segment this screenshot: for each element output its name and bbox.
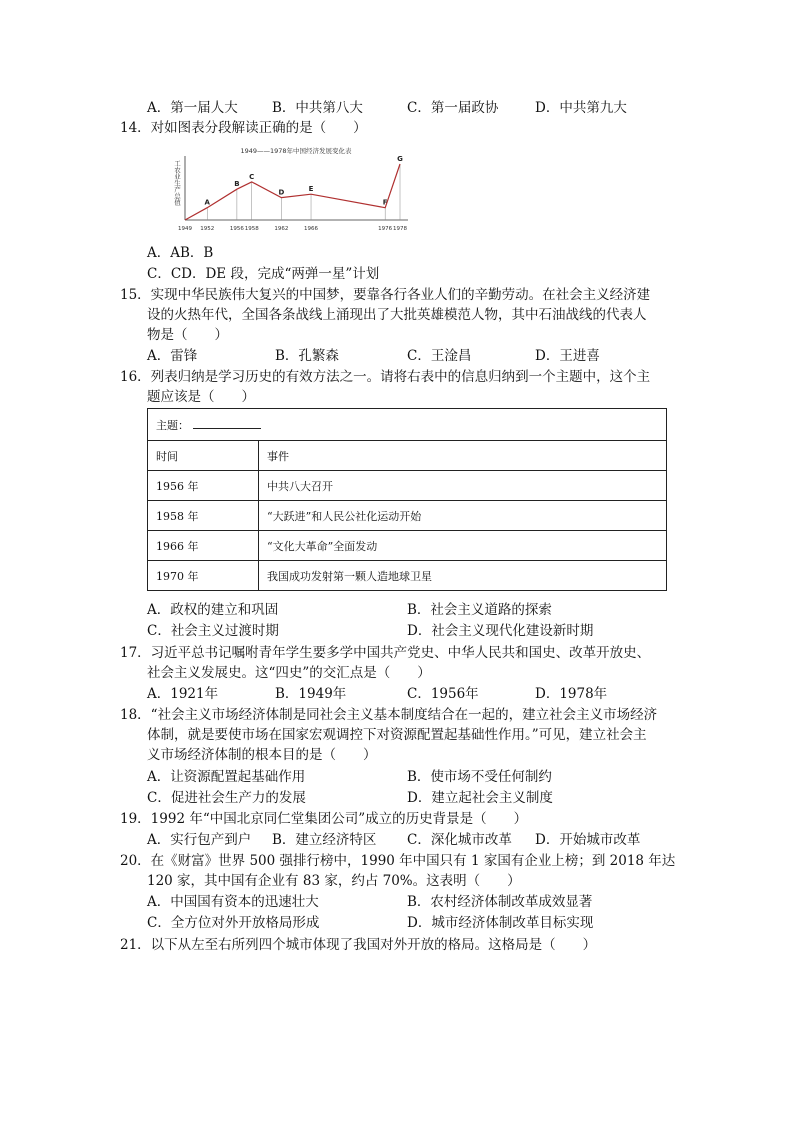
chart-tick-label: 1976 [378, 226, 393, 232]
row-event: “文化大革命”全面发动 [259, 531, 667, 561]
q20-option-b[interactable]: B．农村经济体制改革成效显著 [407, 894, 593, 910]
row-event: 中共八大召开 [259, 471, 667, 501]
row-time: 1966 年 [148, 531, 259, 561]
table-row [148, 501, 667, 531]
q18-stem-line-2: 体制，就是要使市场在国家宏观调控下对资源配置起基础性作用。”可见，建立社会主 [147, 727, 647, 743]
q16-table [147, 408, 667, 591]
q18-stem-line-1: 18．“社会主义市场经济体制是同社会主义基本制度结合在一起的，建立社会主义市场经济 [120, 707, 658, 723]
chart-point-label-G: G [397, 155, 403, 163]
chart-ylabel: 工农业生产总值 [173, 160, 181, 206]
q15-option-b[interactable]: B．孔繁森 [275, 348, 339, 364]
q19-stem: 19．1992 年“中国北京同仁堂集团公司”成立的历史背景是（ ） [120, 811, 528, 827]
q13-option-b[interactable]: B．中共第八大 [272, 100, 363, 116]
q19-option-d[interactable]: D．开始城市改革 [535, 832, 641, 848]
q21-stem: 21．以下从左至右所列四个城市体现了我国对外开放的格局。这格局是（ ） [120, 937, 597, 953]
chart-tick-label: 1978 [393, 226, 407, 232]
q16-option-a[interactable]: A．政权的建立和巩固 [147, 602, 279, 618]
chart-title: 1949——1978年中国经济发展变化表 [240, 147, 352, 155]
table-header-row [148, 441, 667, 471]
q15-stem-line-2: 设的火热年代，全国各条战线上涌现出了大批英雄模范人物，其中石油战线的代表人 [147, 307, 647, 323]
q19-option-a[interactable]: A．实行包产到户 [147, 832, 252, 848]
header-time: 时间 [148, 441, 259, 471]
theme-blank [193, 416, 261, 429]
q20-stem-line-2: 120 家，其中国有企业有 83 家，约占 70%。这表明（ ） [147, 873, 521, 889]
q13-option-d[interactable]: D．中共第九大 [535, 100, 627, 116]
q15-option-d[interactable]: D．王进喜 [535, 348, 600, 364]
q15-option-c[interactable]: C．王淦昌 [407, 348, 472, 364]
q19-option-b[interactable]: B．建立经济特区 [272, 832, 377, 848]
q16-stem-line-2: 题应该是（ ） [147, 389, 255, 405]
table-row [148, 471, 667, 501]
chart-tick-label: 1958 [244, 226, 259, 232]
q18-option-d[interactable]: D．建立起社会主义制度 [407, 790, 553, 806]
q18-option-c[interactable]: C．促进社会生产力的发展 [147, 790, 306, 806]
chart-point-label-A: A [204, 198, 210, 207]
row-event: “大跃进”和人民公社化运动开始 [259, 501, 667, 531]
q14-stem: 14．对如图表分段解读正确的是（ ） [120, 120, 367, 136]
row-time: 1970 年 [148, 561, 259, 591]
chart-tick-label: 1952 [200, 226, 215, 232]
q20-stem-line-1: 20．在《财富》世界 500 强排行榜中，1990 年中国只有 1 家国有企业上榜；到 2018 年达 [120, 853, 676, 869]
row-time: 1958 年 [148, 501, 259, 531]
q14-option-ab[interactable]: A．AB．B [147, 245, 214, 261]
q16-stem-line-1: 16．列表归纳是学习历史的有效方法之一。请将右表中的信息归纳到一个主题中，这个主 [120, 369, 651, 385]
q13-option-a[interactable]: A．第一届人大 [147, 100, 238, 116]
row-time: 1956 年 [148, 471, 259, 501]
q16-option-b[interactable]: B．社会主义道路的探索 [407, 602, 552, 618]
q15-stem-line-1: 15．实现中华民族伟大复兴的中国梦，要靠各行各业人们的辛勤劳动。在社会主义经济建 [120, 287, 651, 303]
q16-option-d[interactable]: D．社会主义现代化建设新时期 [407, 623, 594, 639]
q19-option-c[interactable]: C．深化城市改革 [407, 832, 512, 848]
q18-stem-line-3: 义市场经济体制的根本目的是（ ） [147, 747, 377, 763]
q17-stem-line-2: 社会主义发展史。这“四史”的交汇点是（ ） [147, 665, 431, 681]
q20-option-d[interactable]: D．城市经济体制改革目标实现 [407, 915, 594, 931]
q17-option-b[interactable]: B．1949年 [275, 686, 347, 702]
header-event: 事件 [259, 441, 667, 471]
chart-tick-label: 1962 [274, 226, 289, 232]
chart-point-label-C: C [249, 172, 255, 181]
chart-point-label-F: F [382, 198, 388, 207]
chart-tick-label: 1956 [229, 226, 244, 232]
economy-line-chart [168, 142, 412, 234]
theme-label: 主题： [156, 419, 189, 432]
q14-option-cd[interactable]: C．CD．DE 段，完成“两弹一星”计划 [147, 266, 380, 282]
q17-option-a[interactable]: A．1921年 [147, 686, 219, 702]
q20-option-c[interactable]: C．全方位对外开放格局形成 [147, 915, 320, 931]
q18-option-a[interactable]: A．让资源配置起基础作用 [147, 769, 306, 785]
q17-option-c[interactable]: C．1956年 [407, 686, 479, 702]
q17-stem-line-1: 17．习近平总书记嘱咐青年学生要多学中国共产党史、中华人民共和国史、改革开放史、 [120, 645, 651, 661]
table-row [148, 531, 667, 561]
table-theme-row [148, 409, 667, 441]
chart-point-label-B: B [234, 180, 240, 189]
q18-option-b[interactable]: B．使市场不受任何制约 [407, 769, 552, 785]
q15-stem-line-3: 物是（ ） [147, 327, 228, 343]
table-row [148, 561, 667, 591]
chart-point-label-E: E [308, 185, 314, 194]
q15-option-a[interactable]: A．雷锋 [147, 348, 198, 364]
q17-option-d[interactable]: D．1978年 [535, 686, 608, 702]
chart-tick-label: 1949 [178, 226, 192, 232]
row-event: 我国成功发射第一颗人造地球卫星 [259, 561, 667, 591]
chart-point-label-D: D [278, 188, 285, 197]
q16-option-c[interactable]: C．社会主义过渡时期 [147, 623, 279, 639]
q20-option-a[interactable]: A．中国国有资本的迅速壮大 [147, 894, 319, 910]
chart-tick-label: 1966 [304, 226, 319, 232]
q13-option-c[interactable]: C．第一届政协 [407, 100, 499, 116]
